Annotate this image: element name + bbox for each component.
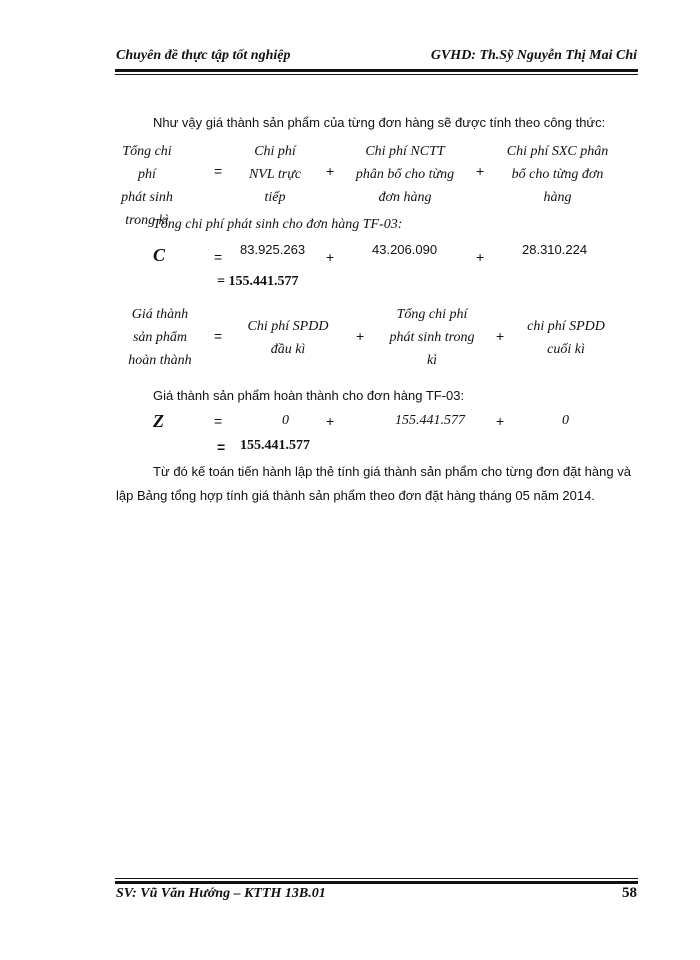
calc2-plus2: +	[496, 413, 505, 429]
calc2-value3: 0	[562, 413, 569, 428]
formula2-term2: Tổng chi phí phát sinh trong kì	[389, 307, 475, 368]
calc1-equals: =	[214, 249, 223, 265]
formula2-term1: Chi phí SPDD đầu kì	[247, 319, 329, 357]
calc2-result-equals: =	[217, 439, 226, 455]
calc1-label: Tổng chi phí phát sinh cho đơn hàng TF-03:	[153, 217, 403, 232]
formula2-equals: =	[214, 328, 223, 344]
calc2-value2: 155.441.577	[395, 413, 465, 428]
header-title: Chuyên đề thực tập tốt nghiệp	[116, 48, 291, 63]
calc2-value1: 0	[282, 413, 289, 428]
formula1-plus2: +	[476, 163, 485, 179]
header-rule	[115, 69, 638, 72]
calc2-variable: Z	[153, 411, 164, 431]
calc1-value2: 43.206.090	[372, 242, 438, 257]
calc1-plus1: +	[326, 249, 335, 265]
header-supervisor: GVHD: Th.Sỹ Nguyễn Thị Mai Chi	[430, 48, 637, 63]
calc1-value1: 83.925.263	[240, 242, 306, 257]
header-rule-thin	[115, 74, 638, 75]
conclusion-paragraph: Từ đó kế toán tiến hành lập thẻ tính giá thành sản phẩm cho từng đơn đặt hàng và lập Bảng tổng hợp tính giá thành sản phẩm theo đơn đặt hàng tháng 05 năm 2014.	[116, 464, 631, 503]
footer-rule-thin	[115, 878, 638, 879]
formula2-plus2: +	[496, 328, 505, 344]
footer-rule	[115, 881, 638, 884]
calc1-variable: C	[153, 245, 166, 265]
calc1-result: = 155.441.577	[217, 274, 299, 289]
formula1-term1: Chi phí NVL trực tiếp	[248, 144, 302, 205]
formula1-plus1: +	[326, 163, 335, 179]
formula2-lhs: Giá thành sản phẩm hoàn thành	[128, 307, 192, 368]
calc2-plus1: +	[326, 413, 335, 429]
calc1-plus2: +	[476, 249, 485, 265]
calc2-label: Giá thành sản phẩm hoàn thành cho đơn hàng TF-03:	[153, 388, 465, 403]
intro-text: Như vậy giá thành sản phẩm của từng đơn hàng sẽ được tính theo công thức:	[153, 115, 606, 130]
formula1-lhs: Tổng chi phí phát sinh trong kì	[121, 144, 173, 228]
formula1-term2: Chi phí NCTT phân bổ cho từng đơn hàng	[355, 144, 455, 205]
calc2-equals: =	[214, 413, 223, 429]
formula2-plus1: +	[356, 328, 365, 344]
formula2-term3: chi phí SPDD cuối kì	[527, 319, 605, 357]
formula1-term3: Chi phí SXC phân bổ cho từng đơn hàng	[506, 144, 609, 205]
page-number: 58	[622, 885, 637, 901]
calc2-result: 155.441.577	[240, 438, 310, 453]
calc1-value3: 28.310.224	[522, 242, 588, 257]
footer-student: SV: Vũ Văn Hướng – KTTH 13B.01	[116, 886, 326, 901]
formula1-equals: =	[214, 163, 223, 179]
